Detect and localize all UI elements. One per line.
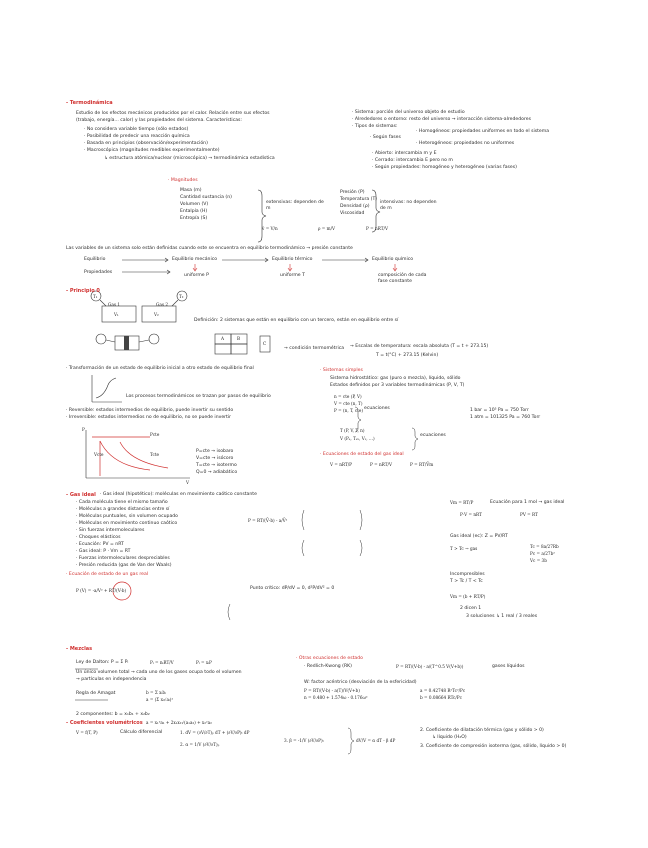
right-10: T > Tc / T < Tc (450, 579, 483, 584)
equilibrio-title: Las variables de un sistema solo están definidas cuando este se encuentra en equilibrio termodinámico → presión constante (66, 246, 353, 251)
right-11: Vm = (b + RT/P) (450, 594, 486, 599)
int-2: Temperatura (T) (340, 197, 378, 202)
section-coeficientes: - Coeficientes volumétricos (66, 720, 143, 726)
right-3: PV = RT (520, 512, 538, 517)
eqs-3: P = RT/V̄m (410, 462, 434, 467)
right-13: 3 soluciones ↳ 1 real / 3 reales (466, 614, 538, 619)
coef-7: 3. Coeficiente de compresión isoterma (gas, sólido, líquido > 0) (420, 744, 567, 749)
int-label: intensivas: no dependen de m (380, 200, 437, 211)
sist-estados: Estados definidos por 3 variables termodinámicas (P, V, T) (330, 383, 465, 388)
gas-b3: · Moléculas puntuales, sin volumen ocupado (76, 514, 178, 519)
sist-hidrostatico: Sistema hidrostático: gas (puro o mezcla), líquido, sólido (330, 376, 461, 381)
right-5: T > Tc → gas (450, 546, 478, 551)
gas-2-label: Gas 2 (156, 302, 168, 307)
right-7: Pc = a/27b² (530, 551, 555, 556)
irreversible: · Irreversible: estados intermedios no de equilibrio, no se puede invertir (66, 415, 232, 420)
ss-eq2: V = cte (n, T) (334, 401, 363, 406)
coef-1: 1. dV = (∂V/∂T)ₚ dT + (∂V/∂P)ₜ dP (180, 730, 250, 735)
int-3: Densidad (ρ) (340, 204, 370, 209)
v1-label: V₁ (114, 312, 119, 317)
gas-b7: · Ecuación: PV = nRT (76, 542, 124, 547)
pr-eq: P = RT/(V-b) - a(T)/V(V+b) (304, 688, 360, 693)
graph-pcte: Pcte (150, 432, 160, 437)
coef-6: ↳ líquido (H₂O) (432, 735, 467, 740)
pr-b: b = 0.08664 RTc/Pc (420, 695, 462, 700)
procesos-pasos: Los procesos termodinámicos se trazan por pasos de equilibrio (126, 394, 271, 399)
cond-termometrica: → condición termométrica (284, 346, 345, 351)
segun-fases: · Según fases (370, 135, 401, 140)
pr-n: n = 0.480 + 1.574ω - 0.176ω² (304, 695, 368, 700)
gas-b10: · Presión reducida (gas de Van der Waals) (76, 563, 172, 568)
principio-0-def: Definición: 2 sistemas que están en equilibrio con un tercero, están en equilibrio entre sí (194, 318, 399, 323)
graph-tcte: Tcte (150, 452, 159, 457)
equilibrio-col1: Equilibrio (84, 257, 106, 262)
tipos-sistemas: · Tipos de sistemas: (352, 124, 398, 129)
mezclas-l1: Un único volumen total → cada uno de los gases ocupa todo el volumen (76, 670, 242, 675)
mezclas-l2: → partículas en independencia (76, 677, 147, 682)
calculo-diferencial: Cálculo diferencial (120, 730, 163, 735)
pr-a: a = 0.42748 R²Tc²/Pc (420, 688, 466, 693)
red-eq: P (V) = -a/V² + RT/(V-b) (76, 588, 127, 593)
gas-b6: · Choques elásticos (76, 535, 121, 540)
ext-5: Entropía (S) (180, 216, 208, 221)
section-gas-ideal: - Gas ideal (66, 492, 96, 498)
gas-b4: · Moléculas en movimiento continuo caótico (76, 521, 178, 526)
ext-4: Entalpía (H) (180, 209, 208, 214)
termo-bullet-1: · No considera variable tiempo (sólo estados) (84, 127, 189, 132)
coef-4: dV/V = α dT - β dP (356, 738, 396, 743)
prop-t: uniforme T (280, 273, 305, 278)
ec-estado-gas-ideal: · Ecuaciones de estado del gas ideal (320, 452, 404, 457)
t1-label: T₁ (93, 294, 98, 299)
factor-acentrico: W: factor acéntrico (desviación de la esfericidad) (304, 680, 417, 685)
v2-label: V₂ (154, 312, 159, 317)
transformacion: · Transformación de un estado de equilibrio inicial a otro estado de equilibrio final (66, 366, 254, 371)
alrededores-def: · Alrededores o entorno: resto del universo → interacción sistema-alrededores (352, 117, 531, 122)
escalas-temp: → Escalas de temperatura: escala absoluta (T = t + 273.15) (350, 344, 489, 349)
ext-2: Cantidad sustancia (n) (180, 195, 232, 200)
prop-composicion: composición de cada fase constante (378, 273, 427, 284)
gas-b5: · Sin fuerzas intermoleculares (76, 528, 145, 533)
t-ecuaciones: ecuaciones (420, 433, 446, 438)
equilibrio-col3: Equilibrio térmico (272, 257, 313, 262)
gas-ideal-head: · Gas ideal (hipotético): moléculas en movimiento caótico constante (100, 492, 257, 497)
abc-c: C (263, 341, 267, 346)
graph-axis-v: V (186, 480, 190, 485)
section-principio-0: - Principio 0 (66, 288, 100, 294)
amagat-eq: b = Σ xᵢbᵢ (146, 690, 166, 695)
ley-dalton: Ley de Dalton: P = Σ Pᵢ (76, 660, 129, 665)
coef-5: 2. Coeficiente de dilatación térmica (gas y sólido > 0) (420, 728, 544, 733)
ss-ecuaciones: ecuaciones (364, 406, 390, 411)
eq-presion: P = nRT/V (366, 226, 388, 231)
termo-bullet-4: · Macroscópica (magnitudes medibles experimentalmente) (84, 148, 220, 153)
ext-1: Masa (m) (180, 188, 202, 193)
proc-isobaro: P=cte → isobaro (196, 449, 234, 454)
right-6: Tc = 8a/27Rb (530, 544, 559, 549)
sistema-def: · Sistema: porción del universo objeto de estudio (352, 110, 465, 115)
graph-vcte: Vcte (94, 452, 104, 457)
right-12: 2 dicen 1 (460, 606, 482, 611)
int-1: Presión (P) (340, 190, 365, 195)
sistema-cerrado: · Cerrado: intercambia E pero no m (372, 158, 453, 163)
rk-gases: gases líquidos (492, 664, 525, 669)
magnitudes-label: · Magnitudes (168, 178, 198, 183)
equilibrio-col4: Equilibrio químico (372, 257, 414, 262)
atm-2: 1 atm = 101325 Pa = 760 Torr (470, 415, 541, 420)
termo-bullet-3: · Basada en principios (observación/experimentación) (84, 141, 208, 146)
gas-b2: · Moléculas a grandes distancias entre sí (76, 507, 170, 512)
termo-intro-1: Estudio de los efectos mecánicos producidos por el calor. Relación entre sus efectos (76, 111, 270, 116)
right-title: Vm = RT/P (450, 500, 474, 505)
dalton-pi-2: Pᵢ = xᵢP (196, 660, 212, 665)
punto-critico: Punto crítico: dP/dV = 0, d²P/dV² = 0 (250, 586, 335, 591)
v-funcion: V = f(T, P) (76, 730, 98, 735)
coef-2: 2. α = 1/V (∂V/∂T)ₚ (180, 742, 220, 747)
redlich-kwong: · Redlich-Kwong (RK) (304, 664, 352, 669)
gas-b9: · Fuerzas intermoleculares despreciables (76, 556, 170, 561)
atm-1: 1 bar = 10⁵ Pa = 750 Torr (470, 408, 529, 413)
ss-eq1: n = cte (P, V) (334, 394, 362, 399)
termo-bullet-5: ↳ estructura atómica/nuclear (microscópica) → termodinámica estadística (104, 156, 275, 161)
right-1: Ecuación para 1 mol → gas ideal (490, 500, 565, 505)
heterogeneos: · Heterogéneos: propiedades no uniformes (416, 141, 515, 146)
termo-intro-2: (trabajo, energía... calor) y las propiedades del sistema. Características: (76, 118, 242, 123)
vdw-eq: P = RT/(V̄-b) - a/V̄² (248, 518, 288, 523)
sistemas-simples: · Sistemas simples (320, 368, 363, 373)
eq-vmolar: ṽ = V/n (262, 226, 278, 231)
right-2: P·V = nRT (460, 512, 482, 517)
eqs-1: V = nRT/P (330, 462, 352, 467)
eqs-2: P = nRT/V (370, 462, 392, 467)
gas-1-label: Gas 1 (108, 302, 120, 307)
propiedades-label: Propiedades (84, 270, 113, 275)
proc-isocoro: V=cte → isócoro (196, 456, 234, 461)
gas-b8: · Gas ideal: P · Vm = RT (76, 549, 131, 554)
ext-3: Volumen (V) (180, 202, 209, 207)
dalton-pi: Pᵢ = nᵢRT/V (150, 660, 174, 665)
eq-densidad: ρ = m/V (318, 226, 336, 231)
equilibrio-col2: Equilibrio mecánico (172, 257, 218, 262)
section-termodinamica: - Termodinámica (66, 100, 113, 106)
coef-3: 3. β = -1/V (∂V/∂P)ₜ (284, 738, 324, 743)
t-vars-1: T (P, V, T, n) (340, 428, 365, 433)
otras-ecuaciones: · Otras ecuaciones de estado (296, 656, 363, 661)
termo-bullet-2: · Posibilidad de predecir una reacción química (84, 134, 190, 139)
rk-eq: P = RT/(V-b) - a/(T^0.5 V(V+b)) (396, 664, 464, 669)
reversible: · Reversible: estados intermedios de equilibrio, puede invertir su sentido (66, 408, 234, 413)
abc-b: B (237, 336, 241, 341)
proc-isotermo: T=cte → isotermo (196, 463, 237, 468)
right-8: Vc = 3b (530, 558, 547, 563)
amagat-eq2: a = (Σ xᵢ√aᵢ)² (146, 697, 174, 702)
t2-label: T₂ (179, 294, 184, 299)
prop-p: uniforme P (184, 273, 209, 278)
graph-axis-p: P (82, 427, 85, 432)
ss-eq3: P = (n, T, cte) (334, 408, 363, 413)
homogeneos: · Homogéneos: propiedades uniformes en todo el sistema (416, 129, 550, 134)
abc-a: A (221, 336, 225, 341)
right-9: Incompresibles (450, 572, 485, 577)
sistema-abierto: · Abierto: intercambia m y E (372, 151, 437, 156)
right-4: Gas ideal (ec): Z = PV/RT (450, 534, 508, 539)
dos-componentes-a: a = x₁²a₁ + 2x₁x₂√(a₁a₂) + x₂²a₂ (146, 720, 212, 725)
gas-b1: · Cada molécula tiene el mismo tamaño (76, 500, 168, 505)
dos-componentes: 2 componentes: b = x₁b₁ + x₂b₂ (76, 712, 150, 717)
ec-estado-real: · Ecuación de estado de un gas real (66, 572, 149, 577)
ext-label: extensivas: dependen de m (266, 200, 324, 211)
proc-adiabatico: Q=0 → adiabático (196, 470, 238, 475)
section-mezclas: - Mezclas (66, 646, 93, 652)
t-vars-2: V (Pₑ, Tₑᵥ, Vᵥ, ...) (340, 436, 375, 441)
int-4: Viscosidad (340, 211, 365, 216)
segun-propiedades: · Según propiedades: homogéneo y heterogéneo (varias fases) (372, 165, 517, 170)
regla-amagat: Regla de Amagat (76, 691, 116, 696)
kelvin-eq: T = t(°C) + 273.15 (Kelvin) (376, 353, 439, 358)
